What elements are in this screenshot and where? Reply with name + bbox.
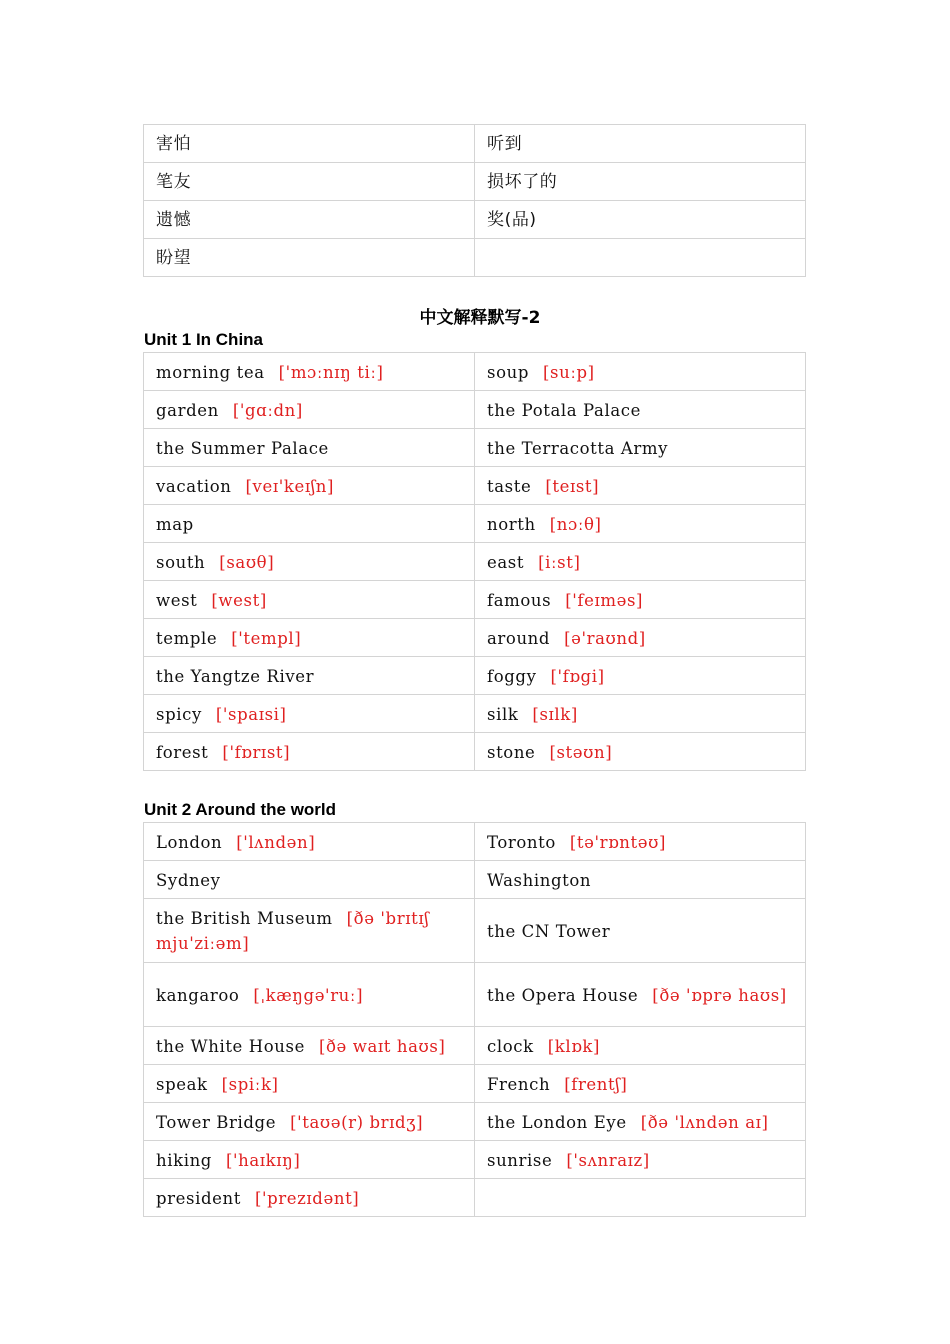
vocab-word: sunrise (487, 1150, 553, 1170)
vocab-word: west (156, 590, 198, 610)
phonetic-transcription: ['lʌndən] (236, 832, 316, 852)
vocab-word: clock (487, 1036, 534, 1056)
vocab-cell (475, 899, 806, 963)
table-row (144, 239, 806, 277)
vocab-cell: 盼望 (144, 239, 475, 277)
vocab-word: hiking (156, 1150, 212, 1170)
vocab-word: morning tea (156, 362, 265, 382)
vocab-word: around (487, 628, 551, 648)
vocab-cell (144, 429, 475, 467)
vocab-word: the Terracotta Army (487, 438, 669, 458)
phonetic-transcription: [ðə 'lʌndən aɪ] (640, 1112, 769, 1132)
vocab-cell (144, 391, 475, 429)
table-row (144, 823, 806, 861)
vocab-cell (475, 429, 806, 467)
vocab-cell: 害怕 (144, 125, 475, 163)
vocab-cell (144, 1179, 475, 1217)
vocab-cell (475, 695, 806, 733)
unit2-heading: Unit 2 Around the world (144, 800, 337, 819)
vocab-cell (144, 861, 475, 899)
vocab-cell: 损坏了的 (475, 163, 806, 201)
phonetic-transcription: [ə'raʊnd] (564, 628, 646, 648)
vocab-cell (475, 657, 806, 695)
vocab-word: temple (156, 628, 218, 648)
phonetic-transcription: ['spaɪsi] (215, 704, 287, 724)
phonetic-transcription: [west] (211, 590, 267, 610)
phonetic-transcription: [frentʃ] (564, 1074, 628, 1094)
table-row (144, 581, 806, 619)
phonetic-transcription: [spiːk] (221, 1074, 279, 1094)
vocab-word: the London Eye (487, 1112, 627, 1132)
vocab-word: the CN Tower (487, 921, 611, 941)
vocab-word: soup (487, 362, 529, 382)
phonetic-transcription: [tə'rɒntəʊ] (569, 832, 666, 852)
table-row (144, 963, 806, 1027)
vocab-cell (144, 1065, 475, 1103)
vocab-cell (144, 657, 475, 695)
vocab-word: forest (156, 742, 209, 762)
table-row (144, 657, 806, 695)
table-row (144, 125, 806, 163)
vocab-cell (475, 619, 806, 657)
phonetic-transcription: ['mɔːnɪŋ tiː] (278, 362, 384, 382)
vocab-cell: 听到 (475, 125, 806, 163)
vocab-word: north (487, 514, 536, 534)
vocab-cell (144, 581, 475, 619)
vocab-word: the Yangtze River (156, 666, 315, 686)
phonetic-transcription: [ðə 'brɪtɪʃ mju'ziːəm] (156, 909, 430, 953)
vocab-cell (144, 963, 475, 1027)
table-row (144, 353, 806, 391)
table-row (144, 543, 806, 581)
vocab-word: Toronto (487, 832, 556, 852)
vocab-cell (475, 963, 806, 1027)
phonetic-transcription: [nɔːθ] (549, 514, 602, 534)
phonetic-transcription: ['haɪkɪŋ] (225, 1150, 301, 1170)
vocab-cell (144, 1027, 475, 1065)
phonetic-transcription: ['fɒgi] (550, 666, 605, 686)
phonetic-transcription: [ðə waɪt haʊs] (318, 1036, 446, 1056)
section-title: 中文解释默写-2 (419, 308, 541, 328)
vocab-cell (144, 1103, 475, 1141)
table-row (144, 201, 806, 239)
vocab-word: president (156, 1188, 241, 1208)
vocab-word: stone (487, 742, 536, 762)
vocab-cell: 奖(品) (475, 201, 806, 239)
table-row (144, 733, 806, 771)
phonetic-transcription: [ðə 'ɒprə haʊs] (652, 985, 787, 1005)
vocab-cell (144, 619, 475, 657)
phonetic-transcription: ['templ] (231, 628, 302, 648)
vocab-word: spicy (156, 704, 202, 724)
vocab-word: speak (156, 1074, 208, 1094)
table-row (144, 467, 806, 505)
table-row (144, 695, 806, 733)
vocab-cell (144, 899, 475, 963)
table-row (144, 1027, 806, 1065)
vocab-cell: 笔友 (144, 163, 475, 201)
unit2-vocab-table (143, 822, 806, 1217)
vocab-cell (475, 823, 806, 861)
vocab-word: famous (487, 590, 552, 610)
vocab-word: London (156, 832, 223, 852)
vocab-cell (475, 391, 806, 429)
phonetic-transcription: ['sʌnraɪz] (566, 1150, 650, 1170)
vocab-cell (144, 1141, 475, 1179)
phonetic-transcription: ['feɪməs] (565, 590, 644, 610)
vocab-cell (144, 353, 475, 391)
table-row (144, 1141, 806, 1179)
vocab-cell (475, 543, 806, 581)
vocab-word: the Potala Palace (487, 400, 641, 420)
vocab-word: silk (487, 704, 519, 724)
phonetic-transcription: [teɪst] (545, 476, 600, 496)
phonetic-transcription: [iːst] (538, 552, 581, 572)
table-row (144, 429, 806, 467)
phonetic-transcription: ['gɑːdn] (232, 400, 303, 420)
vocab-cell (475, 581, 806, 619)
vocab-cell (144, 467, 475, 505)
vocab-word: kangaroo (156, 985, 240, 1005)
vocab-word: south (156, 552, 206, 572)
vocab-cell (144, 823, 475, 861)
vocab-word: Sydney (156, 870, 221, 890)
vocab-word: the British Museum (156, 909, 333, 928)
vocab-word: the White House (156, 1036, 305, 1056)
vocab-word: garden (156, 400, 219, 420)
unit1-vocab-table (143, 352, 806, 771)
phonetic-transcription: ['prezɪdənt] (254, 1188, 360, 1208)
phonetic-transcription: [veɪ'keɪʃn] (245, 476, 335, 496)
vocab-cell (475, 733, 806, 771)
vocab-word: taste (487, 476, 532, 496)
vocab-word: the Opera House (487, 985, 639, 1005)
table-row (144, 899, 806, 963)
phonetic-transcription: ['taʊə(r) brɪdʒ] (290, 1112, 424, 1132)
table-row (144, 1179, 806, 1217)
phonetic-transcription: [saʊθ] (219, 552, 275, 572)
vocab-word: east (487, 552, 525, 572)
phonetic-transcription: [ˌkæŋgə'ruː] (253, 985, 364, 1005)
vocab-cell (475, 861, 806, 899)
phonetic-transcription: [stəʊn] (549, 742, 613, 762)
table-row (144, 1103, 806, 1141)
vocab-word: Tower Bridge (156, 1112, 277, 1132)
table-row (144, 391, 806, 429)
unit1-heading: Unit 1 In China (144, 330, 263, 349)
phonetic-transcription: [sɪlk] (532, 704, 578, 724)
phonetic-transcription: ['fɒrɪst] (222, 742, 291, 762)
table-row (144, 861, 806, 899)
vocab-cell (144, 695, 475, 733)
vocab-cell (144, 543, 475, 581)
table-row (144, 1065, 806, 1103)
vocab-word: foggy (487, 666, 537, 686)
vocab-cell (475, 1141, 806, 1179)
chinese-vocab-table (143, 124, 806, 277)
vocab-cell (475, 1065, 806, 1103)
vocab-cell (475, 1027, 806, 1065)
vocab-word: French (487, 1074, 551, 1094)
table-row (144, 505, 806, 543)
phonetic-transcription: [klɒk] (547, 1036, 601, 1056)
vocab-cell (475, 1103, 806, 1141)
vocab-cell (475, 505, 806, 543)
vocab-cell (475, 353, 806, 391)
table-row (144, 619, 806, 657)
vocab-word: map (156, 514, 194, 534)
vocab-word: the Summer Palace (156, 438, 329, 458)
vocab-cell (475, 1179, 806, 1217)
vocab-cell: 遗憾 (144, 201, 475, 239)
table-row (144, 163, 806, 201)
vocab-cell (475, 239, 806, 277)
vocab-cell (144, 733, 475, 771)
vocab-cell (475, 467, 806, 505)
vocab-word: vacation (156, 476, 232, 496)
phonetic-transcription: [suːp] (543, 362, 595, 382)
vocab-word: Washington (487, 870, 592, 890)
vocab-cell (144, 505, 475, 543)
